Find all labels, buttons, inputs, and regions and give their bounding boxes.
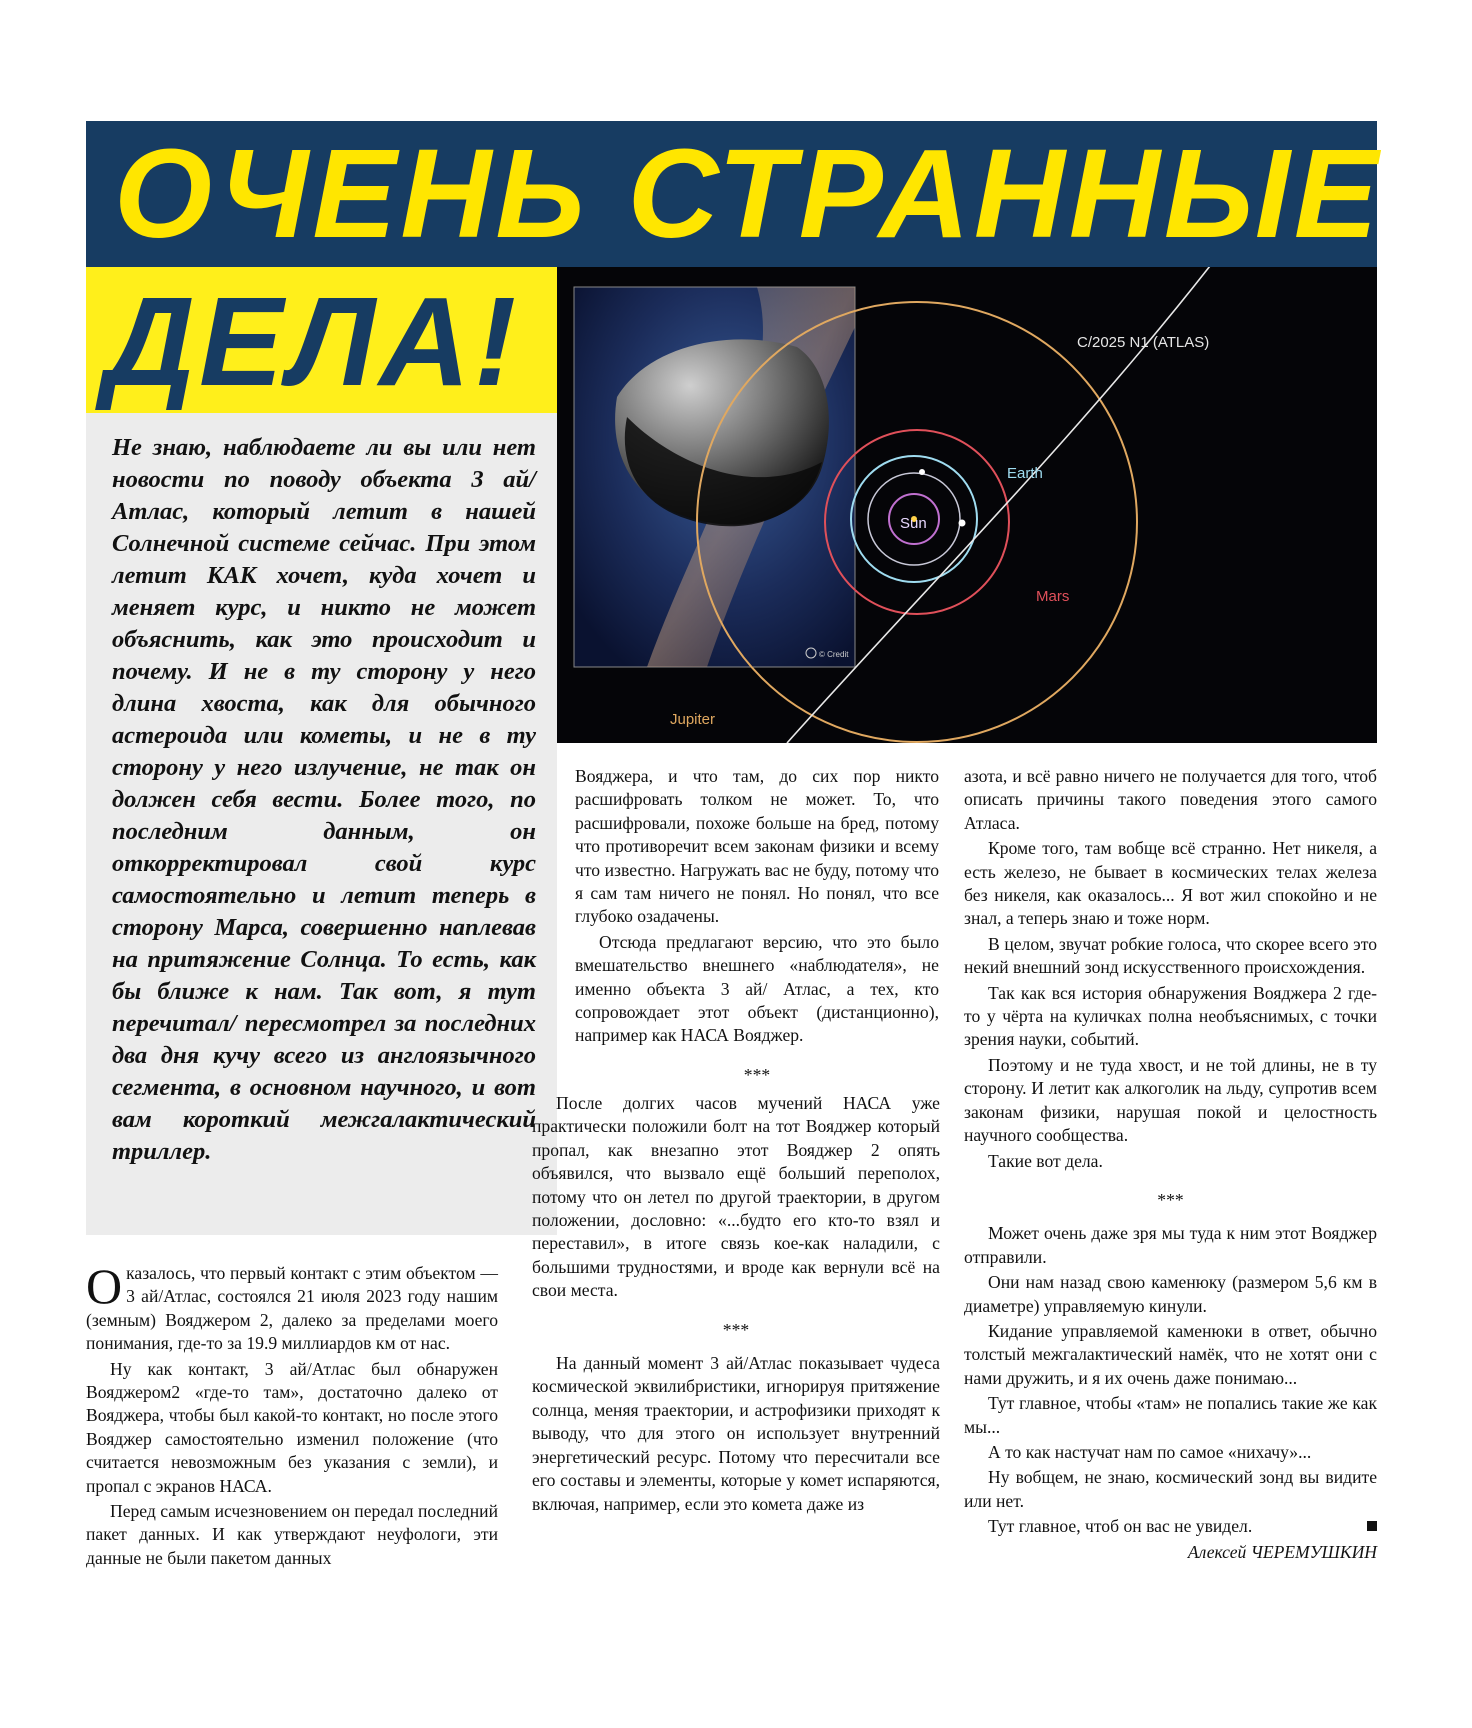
illustration-svg	[557, 267, 1377, 743]
section-separator: ***	[743, 1064, 771, 1085]
article-column-2-bottom	[532, 1092, 940, 1518]
paragraph: А то как настучат нам по самое «нихачу»...	[988, 1441, 1312, 1462]
jupiter-label: Jupiter	[670, 711, 716, 728]
paragraph: Тут главное, чтобы «там» не попались такие же как мы...	[964, 1393, 1377, 1437]
paragraph: Такие вот дела.	[988, 1150, 1103, 1171]
paragraph: Может очень даже зря мы туда к ним этот Вояджер отправили.	[964, 1223, 1377, 1267]
section-separator: ***	[722, 1319, 750, 1340]
paragraph: Кроме того, там вобще всё странно. Нет никеля, а есть железо, не бывает в космических телах железа без никеля, как оказалось... Я вот жил спокойно и не знал, а теперь знаю и тоже норм.	[964, 838, 1377, 929]
photo-credit: © Credit	[819, 650, 849, 659]
paragraph: В целом, звучат робкие голоса, что скорее всего это некий внешний зонд искусственного происхождения.	[964, 933, 1377, 978]
earth-dot	[959, 520, 966, 527]
planet-dot	[919, 469, 925, 475]
paragraph: Ну вобщем, не знаю, космический зонд вы видите или нет.	[964, 1467, 1377, 1511]
paragraph: Перед самым исчезновением он передал последний пакет данных. И как утверждают неуфологи, эти данные не были пакетом данных	[86, 1501, 498, 1568]
end-mark-icon	[1367, 1521, 1377, 1531]
mars-label: Mars	[1036, 588, 1070, 605]
article-column-3	[964, 765, 1377, 1566]
article-column-1	[86, 1258, 498, 1572]
paragraph: Так как вся история обнаружения Вояджера 2 где-то у чёрта на куличках полна необъяснимых, с точки зрения науки, событий.	[964, 982, 1377, 1050]
author-byline: Алексей ЧЕРЕМУШКИН	[1187, 1541, 1377, 1562]
paragraph: После долгих часов мучений НАСА уже практически положили болт на тот Вояджер который пропал, как внезапно этот Вояджер 2 опять объявился, что вызвало ещё больший переполох, потому что он летел по другой траектории, в другом положении, дословно: «...будто его кто-то взял и переставил», в итоге связь кое-как наладили, с большими трудностями, и вроде как вернули всё на свои места.	[532, 1093, 940, 1301]
headline-line-2: ДЕЛА!	[104, 271, 521, 412]
drop-cap: О	[86, 1258, 123, 1314]
paragraph: Они нам назад свою каменюку (размером 5,6 км в диаметре) управляемую кинули.	[964, 1272, 1377, 1316]
section-separator: ***	[1157, 1189, 1184, 1210]
sun-label: Sun	[900, 515, 927, 532]
illustration	[557, 267, 1377, 743]
lead-paragraph: Не знаю, наблюдаете ли вы или нет новости по поводу объекта 3 ай/Атлас, который летит в нашей Солнечной системе сейчас. При этом летит КАК хочет, куда хочет и меняет курс, и никто не может объяснить, как это происходит и почему. И не в ту сторону у него длина хвоста, как для обычного астероида или кометы, и не в ту сторону у него излучение, не так он должен себя вести. Более того, по последним данным, он откорректировал свой курс самостоятельно и летит теперь в сторону Марса, совершенно наплевав на притяжение Солнца. То есть, как бы ближе к нам. Так вот, я тут перечитал/ пересмотрел за последних два дня кучу всего из англоязычного сегмента, в основном научного, и вот вам короткий межгалактический триллер.	[112, 434, 536, 1165]
article-column-2-top	[575, 765, 939, 1097]
paragraph: Отсюда предлагают версию, что это было вмешательство внешнего «наблюдателя», не именно объекта 3 ай/ Атлас, а тех, кто сопровождает этот объект (дистанционно), например как НАСА Вояджер.	[575, 931, 939, 1046]
paragraph: азота, и всё равно ничего не получается для того, чтоб описать причины такого поведения этого самого Атласа.	[964, 766, 1377, 833]
paragraph: Тут главное, чтоб он вас не увидел.	[964, 1515, 1377, 1538]
paragraph: Поэтому и не туда хвост, и не той длины, не в ту сторону. И летит как алкоголик на льду, супротив всем законам физики, нарушая покой и целостность научного сообщества.	[964, 1054, 1377, 1146]
earth-label: Earth	[1007, 465, 1043, 482]
paragraph: Оказалось, что первый контакт с этим объектом — 3 ай/Атлас, состоялся 21 июля 2023 году нашим (земным) Вояджером 2, далеко за пределами моего понимания, где-то за 19.9 миллиардов км от нас.	[86, 1258, 498, 1354]
paragraph: На данный момент 3 ай/Атлас показывает чудеса космической эквилибристики, игнорируя притяжение солнца, меняя траектории, и астрофизики приходят к выводу, что для этого он использует внутренний энергетический ресурс. Потому что пересчитали все его составы и элементы, которые у комет испаряются, включая, например, если это комета даже из	[532, 1353, 940, 1514]
paragraph: Кидание управляемой каменюки в ответ, обычно толстый межгалактический намёк, что не хотят они с нами дружить, и я их очень даже понимаю...	[964, 1320, 1377, 1388]
paragraph: Вояджера, и что там, до сих пор никто расшифровать толком не может. То, что расшифровали, похоже больше на бред, потому что противоречит всем законам физики и всему что известно. Нагружать вас не буду, потому что я сам там ничего не понял. Но понял, что все глубоко озадачены.	[575, 766, 939, 927]
paragraph: Ну как контакт, 3 ай/Атлас был обнаружен Вояджером2 «где-то там», достаточно далеко от Вояджера, чтобы был какой-то контакт, но после этого Вояджер самостоятельно изменил положение (что считается невозможным без указания с земли), и пропал с экранов НАСА.	[86, 1358, 498, 1496]
headline-line-1: ОЧЕНЬ СТРАННЫЕ	[114, 123, 1382, 264]
comet-label: C/2025 N1 (ATLAS)	[1077, 334, 1210, 351]
